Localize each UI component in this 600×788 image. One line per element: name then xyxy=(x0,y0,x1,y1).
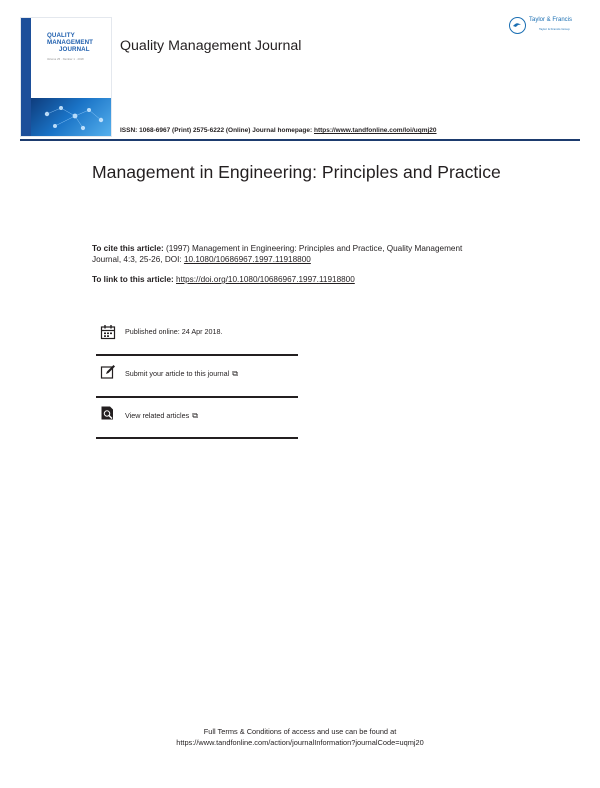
footer-terms-link[interactable]: https://www.tandfonline.com/action/journalInformation?journalCode=uqmj20 xyxy=(176,738,424,747)
citation-text: (1997) Management in Engineering: Principles and Practice, Quality Management Journal, 4:3, 25-26, DOI: xyxy=(92,244,463,264)
cover-title-line-1: QUALITY xyxy=(47,32,75,39)
publisher-name: Taylor & Francis xyxy=(529,17,573,23)
external-link-icon: ⧉ xyxy=(232,369,238,378)
article-url-link[interactable]: https://doi.org/10.1080/10686967.1997.11918800 xyxy=(176,275,355,284)
row-divider xyxy=(96,354,298,356)
row-divider xyxy=(96,396,298,398)
external-link-icon: ⧉ xyxy=(192,411,198,420)
cover-network-graphic xyxy=(31,98,112,137)
doi-link[interactable]: 10.1080/10686967.1997.11918800 xyxy=(183,255,311,264)
related-articles-label: View related articles xyxy=(125,411,190,420)
journal-homepage-link[interactable]: https://www.tandfonline.com/loi/uqmj20 xyxy=(313,127,437,134)
cover-spine-strip xyxy=(21,18,31,137)
journal-title[interactable]: Quality Management Journal xyxy=(120,38,302,54)
issn-line xyxy=(120,127,437,134)
related-articles-icon xyxy=(100,405,116,421)
journal-cover-thumbnail[interactable] xyxy=(20,17,112,137)
related-articles-link[interactable] xyxy=(125,411,198,421)
published-online-text: Published online: 24 Apr 2018. xyxy=(125,327,223,336)
cover-artwork xyxy=(31,98,112,137)
footer xyxy=(0,726,600,748)
submit-article-label: Submit your article to this journal xyxy=(125,369,230,378)
cover-title-line-3: JOURNAL xyxy=(59,46,90,53)
publisher-group-name: Taylor & Francis Group xyxy=(539,27,570,31)
article-title: Management in Engineering: Principles and Practice xyxy=(92,162,501,182)
footer-terms-text: Full Terms & Conditions of access and use can be found at xyxy=(203,727,397,736)
submit-article-link[interactable] xyxy=(125,369,238,379)
calendar-icon xyxy=(100,324,116,340)
cover-fine-print: Volume 25 · Number 1 · 2018 xyxy=(47,58,84,61)
issn-text: ISSN: 1068-6967 (Print) 2575-6222 (Online) Journal homepage: xyxy=(120,127,314,134)
row-divider xyxy=(96,437,298,439)
link-label: To link to this article: xyxy=(92,275,177,284)
publisher-logo[interactable] xyxy=(509,15,589,37)
edit-icon xyxy=(100,364,116,380)
link-block xyxy=(92,274,492,285)
header-divider xyxy=(20,139,580,141)
citation-block xyxy=(92,243,492,265)
publisher-logo-icon xyxy=(509,17,526,34)
cover-title-line-2: MANAGEMENT xyxy=(47,39,94,46)
citation-label: To cite this article: xyxy=(92,244,164,253)
